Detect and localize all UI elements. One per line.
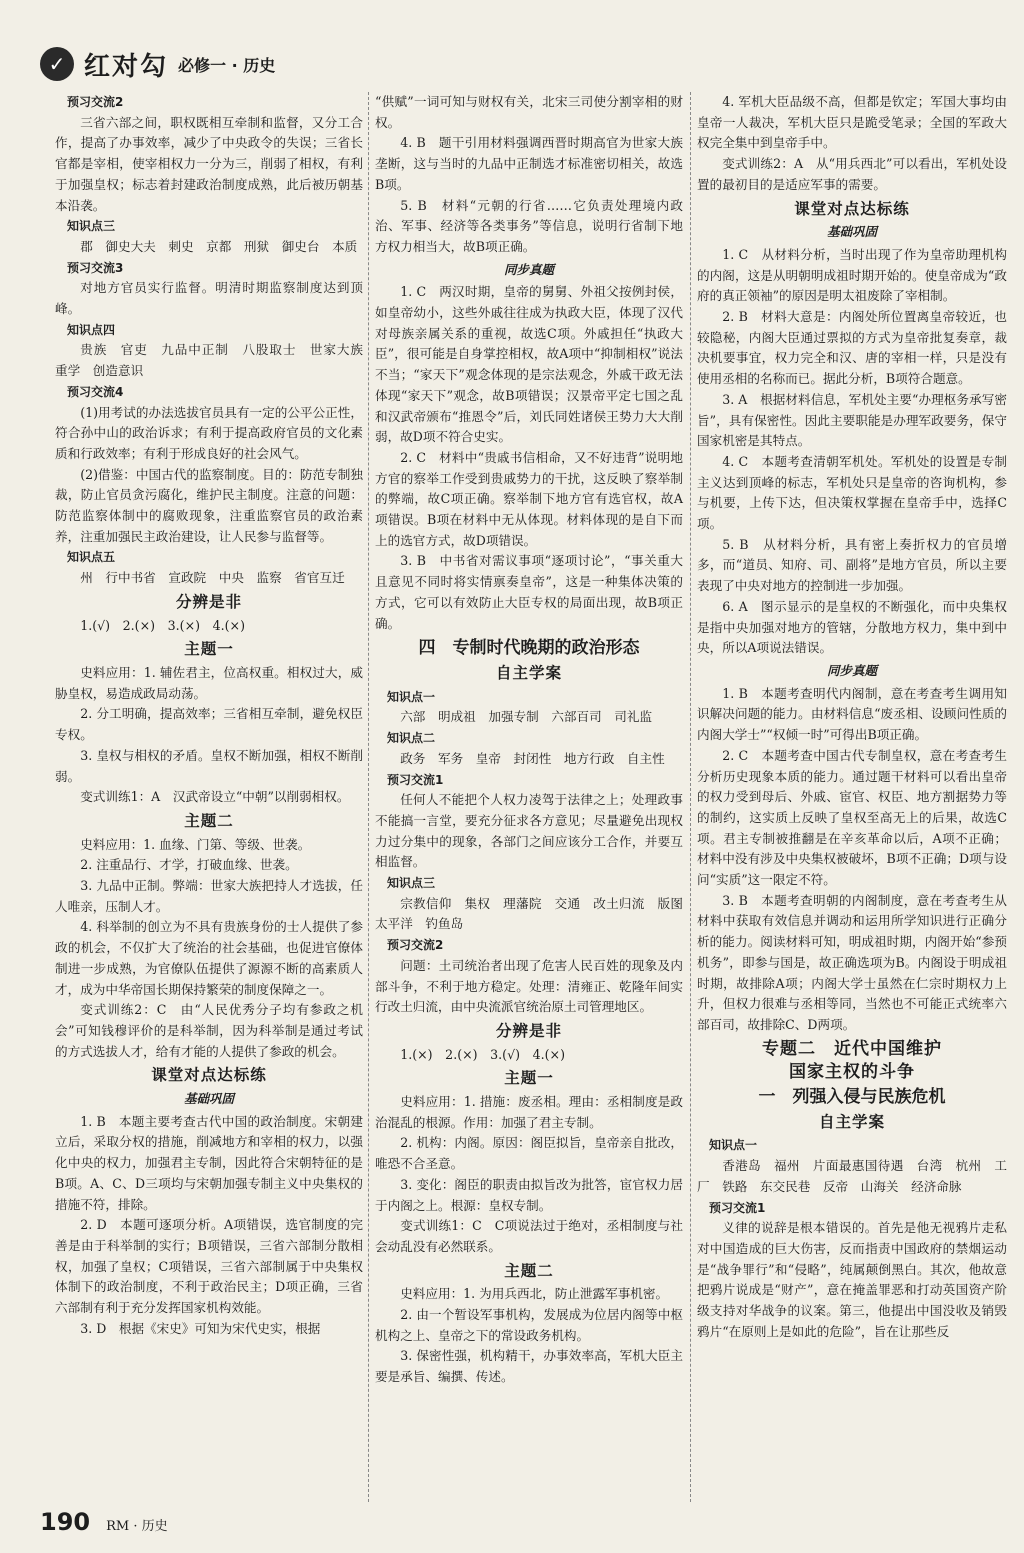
paragraph: 史料应用：1. 血缘、门第、等级、世袭。 — [80, 836, 311, 852]
paragraph: 2. 由一个暂设军事机构，发展成为位居内阁等中枢机构之上、皇帝之下的常设政务机构。 — [375, 1307, 683, 1343]
section-heading: 主题二 — [504, 1261, 554, 1280]
section-label: 预习交流2 — [387, 938, 444, 953]
section-label: 预习交流1 — [709, 1200, 766, 1215]
check-icon: ✓ — [40, 47, 74, 81]
paragraph: (2)借鉴：中国古代的监察制度。目的：防范专制独裁，防止官员贪污腐化，维护民主制度。注意的问题：防范监察体制中的腐败现象，注重监察官员的政治素养，注重加强民主政治建设，让人民参与监督等。 — [55, 466, 363, 544]
section-heading: 分辨是非 — [175, 592, 242, 611]
chapter-title: 四 专制时代晚期的政治形态 — [418, 638, 640, 659]
section-label: 预习交流1 — [387, 772, 444, 787]
paragraph: 宗教信仰 集权 理藩院 交通 改土归流 版图 太平洋 钓鱼岛 — [375, 895, 696, 932]
paragraph: 州 行中书省 宣政院 中央 监察 省官互迁 — [80, 570, 345, 586]
section-label: 知识点五 — [67, 550, 116, 565]
column-divider — [690, 92, 691, 1502]
brand-logo-text: 红对勾 — [84, 51, 169, 82]
column-left — [55, 92, 376, 1502]
paragraph: 4. B 题干引用材料强调西晋时期高官为世家大族垄断，这与当时的九品中正制选才标准密切相关，故选B项。 — [375, 135, 683, 192]
section-label: 预习交流3 — [67, 260, 124, 275]
paragraph: 3. 变化：阁臣的职责由拟旨改为批答，宦官权力居于内阁之上。根源：皇权专制。 — [375, 1176, 683, 1213]
page-footer — [40, 1508, 168, 1536]
paragraph: 三省六部之间，职权既相互牵制和监督，又分工合作，提高了办事效率，减少了中央政令的失误；三省长官都是宰相，使宰相权力一分为三，削弱了相权，有利于加强皇权；标志着封建政治制度成熟，此后被历朝基本沿袭。 — [55, 114, 363, 213]
paragraph: 史料应用：1. 辅佐君主，位高权重。相权过大，威胁皇权，易造成政局动荡。 — [55, 664, 363, 701]
section-heading: 主题二 — [184, 811, 234, 830]
section-heading: 自主学案 — [495, 663, 562, 682]
paragraph: 2. B 材料大意是：内阁处所位置离皇帝较近，也较隐秘，内阁大臣通过票拟的方式为皇帝批复奏章，裁决机要事宜，权力完全和汉、唐的宰相一样，只是没有使用丞相的名称而已。据此分析，B项符合题意。 — [697, 309, 1007, 387]
paragraph: 任何人不能把个人权力凌驾于法律之上；处理政事不能搞一言堂，要充分征求各方意见；尽量避免出现权力过分集中的现象，各部门之间应该分工合作，并要互相监督。 — [375, 792, 683, 870]
column-right — [697, 92, 1007, 1502]
sub-heading: 基础巩固 — [826, 224, 877, 240]
sub-heading: 基础巩固 — [183, 1091, 234, 1107]
paragraph: 香港岛 福州 片面最惠国待遇 台湾 杭州 工厂 铁路 东交民巷 反帝 山海关 经济命脉 — [697, 1158, 1007, 1194]
sub-heading: 同步真题 — [826, 662, 877, 678]
footer-label: RM · 历史 — [106, 1519, 168, 1534]
paragraph: 贵族 官吏 九品中正制 八股取士 世家大族 重学 创造意识 — [55, 342, 376, 379]
page-header — [40, 44, 275, 84]
chapter-title: 一 列强入侵与民族危机 — [758, 1087, 946, 1108]
answer-line: 1.(×) 2.(×) 3.(√) 4.(×) — [400, 1046, 566, 1062]
paragraph: 5. B 从材料分析，具有密上奏折权力的官员增多，而“道员、知府、司、副将”是地方官员，所以主要表现了中央对地方的控制进一步加强。 — [697, 536, 1007, 594]
paragraph: 3. B 本题考查明朝的内阁制度，意在考查考生从材料中获取有效信息并调动和运用所学知识进行正确分析的能力。阅读材料可知，明成祖时期，内阁开始“参预机务”，即参与国是，故正确选项为B。内阁设于明成祖时期，故排除A项；内阁大学士虽然在仁宗时期权力上升，但权力很难与丞相等同，当然也不可能正式统率六部百司，故排除C、D两项。 — [697, 892, 1007, 1032]
paragraph: 4. 军机大臣品级不高，但都是钦定；军国大事均由皇帝一人裁决，军机大臣只是跪受笔录；全国的军政大权完全集中到皇帝手中。 — [697, 94, 1007, 151]
section-label: 知识点三 — [387, 876, 436, 891]
section-heading: 分辨是非 — [495, 1021, 562, 1040]
paragraph: (1)用考试的办法选拔官员具有一定的公平公正性，符合孙中山的政治诉求；有利于提高政府官员的文化素质和行政效率；有利于形成良好的社会风气。 — [55, 404, 363, 461]
section-label: 预习交流2 — [67, 95, 124, 109]
paragraph: 郡 御史大夫 刺史 京都 刑狱 御史台 本质 — [80, 238, 358, 254]
paragraph: 问题：土司统治者出现了危害人民百姓的现象及内部斗争，不利于地方稳定。处理：清雍正、乾隆年间实行改土归流，由中央流派官统治原土司管理地区。 — [375, 957, 683, 1015]
paragraph: 2. D 本题可逐项分析。A项错误，选官制度的完善是由于科举制的实行；B项错误，三省六部制分散相权，加强了皇权；C项错误，三省六部制属于中央集权体制下的政治制度，不利于政治民主；D项正确，三省六部制有利于充分发挥国家机构效能。 — [55, 1217, 363, 1316]
unit-title: 专题二 近代中国维护 — [762, 1038, 942, 1059]
section-heading: 课堂对点达标练 — [151, 1066, 267, 1085]
book-subject: 必修一 · 历史 — [178, 55, 276, 75]
paragraph: 变式训练2：A 从“用兵西北”可以看出，军机处设置的最初目的是适应军事的需要。 — [697, 156, 1007, 192]
page-number: 190 — [40, 1508, 91, 1536]
section-label: 知识点二 — [387, 731, 436, 746]
section-heading: 自主学案 — [818, 1112, 885, 1131]
paragraph: 3. A 根据材料信息，军机处主要“办理枢务承写密旨”，具有保密性。因此主要职能是办理军政要务，保守国家机密是其特点。 — [697, 391, 1007, 449]
column-middle — [375, 92, 696, 1502]
section-heading: 课堂对点达标练 — [794, 199, 910, 218]
paragraph: 4. 科举制的创立为不具有贵族身份的士人提供了参政的机会，不仅扩大了统治的社会基础，也促进官僚体制进一步成熟，为官僚队伍提供了源源不断的高素质人才，成为中华帝国长期保持繁荣的制度保障之一。 — [55, 919, 363, 997]
paragraph: 史料应用：1. 为用兵西北，防止泄露军事机密。 — [400, 1286, 669, 1302]
paragraph: 史料应用：1. 措施：废丞相。理由：丞相制度是政治混乱的根源。作用：加强了君主专制。 — [375, 1094, 683, 1130]
paragraph: 变式训练1：A 汉武帝设立“中朝”以削弱相权。 — [80, 789, 350, 805]
paragraph: 3. B 中书省对需议事项“逐项讨论”，“事关重大且意见不同时将实情禀奏皇帝”，这是一种集体决策的方式，它可以有效防止大臣专权的局面出现，故B项正确。 — [375, 553, 683, 631]
section-heading: 主题一 — [504, 1069, 554, 1088]
column-divider — [368, 92, 369, 1502]
paragraph: 3. 九品中正制。弊端：世家大族把持人才选拔，任人唯亲，压制人才。 — [55, 878, 363, 914]
section-label: 知识点一 — [387, 689, 436, 704]
answer-line: 1.(√) 2.(×) 3.(×) 4.(×) — [80, 617, 246, 633]
paragraph: 4. C 本题考查清朝军机处。军机处的设置是专制主义达到顶峰的标志，军机处只是皇帝的咨询机构，参与机要，上传下达，但决策权掌握在皇帝手中，选择C项。 — [697, 453, 1007, 532]
paragraph: 2. C 材料中“贵戚书信相命，又不好违背”说明地方官的察举工作受到贵戚势力的干扰，这反映了察举制的弊端，故C项正确。察举制下地方官有选官权，故A项错误。B项在材料中无从体现。材料体现的是自下而上的选官方式，故D项错误。 — [375, 449, 683, 548]
section-label: 预习交流4 — [67, 384, 124, 399]
paragraph: 2. 注重品行、才学，打破血缘、世袭。 — [80, 857, 298, 873]
paragraph: “供赋”一词可知与财权有关，北宋三司使分割宰相的财权。 — [375, 94, 683, 130]
paragraph: 对地方官员实行监督。明清时期监察制度达到顶峰。 — [55, 280, 363, 317]
paragraph: 2. C 本题考查中国古代专制皇权，意在考查考生分析历史现象本质的能力。通过题干材料可以看出皇帝的权力受到母后、外戚、宦官、权臣、地方割据势力等的制约，这实质上反映了皇权至高无上的后果，故选C项。君主专制被推翻是在辛亥革命以后，A项不正确；材料中没有涉及中央集权被破坏，B项不正确；D项与设问“实质”这一限定不符。 — [697, 747, 1007, 888]
paragraph: 6. A 图示显示的是皇权的不断强化，而中央集权是指中央加强对地方的管辖，分散地方权力，集中到中央，所以A项说法错误。 — [697, 598, 1007, 656]
paragraph: 六部 明成祖 加强专制 六部百司 司礼监 — [400, 709, 653, 725]
paragraph: 1. C 从材料分析，当时出现了作为皇帝助理机构的内阁，这是从明朝明成祖时期开始的。使皇帝成为“政府的真正领袖”的原因是明太祖废除了宰相制。 — [697, 246, 1007, 304]
sub-heading: 同步真题 — [503, 261, 554, 277]
unit-title: 国家主权的斗争 — [789, 1062, 915, 1083]
paragraph: 政务 军务 皇帝 封闭性 地方行政 自主性 — [400, 750, 665, 766]
paragraph: 3. 保密性强，机构精干，办事效率高，军机大臣主要是承旨、编撰、传述。 — [375, 1348, 683, 1385]
paragraph: 变式训练2：C 由“人民优秀分子均有参政之机会”可知钱穆评价的是科举制，因为科举制是通过考试的方式选拔人才，给有才能的人提供了参政的机会。 — [55, 1002, 363, 1059]
paragraph: 1. B 本题主要考查古代中国的政治制度。宋朝建立后，采取分权的措施，削减地方和宰相的权力，以强化中央的权力，加强君主专制，因此符合宋朝特征的是B项。A、C、D三项均与宋朝加强专制主义中央集权的措施不符，排除。 — [55, 1113, 363, 1212]
section-label: 知识点四 — [67, 322, 116, 337]
paragraph: 2. 机构：内阁。原因：阁臣拟旨，皇帝亲自批改，唯恐不合圣意。 — [375, 1135, 683, 1172]
section-label: 知识点一 — [709, 1138, 758, 1153]
section-heading: 主题一 — [184, 640, 234, 659]
paragraph: 义律的说辞是根本错误的。首先是他无视鸦片走私对中国造成的巨大伤害，反而指责中国政府的禁烟运动是“战争罪行”和“侵略”，纯属颠倒黑白。其次，他故意把鸦片说成是“财产”，意在掩盖罪恶和打动英国资产阶级支持对华战争的议案。第三，他提出中国没收及销毁鸦片“在原则上是如此的危险”，旨在让那些反 — [697, 1220, 1007, 1339]
paragraph: 1. C 两汉时期，皇帝的舅舅、外祖父按例封侯，如皇帝幼小，这些外戚往往成为执政大臣，体现了汉代对母族亲属关系的重视，故选C项。外戚担任“执政大臣”，很可能是自身掌控相权，故A项中“抑制相权”说法不当；“家天下”观念体现的是宗法观念，外戚干政无法体现“家天下”观念，故B项错误；汉景帝平定七国之乱和汉武帝颁布“推恩令”后，刘氏同姓诸侯王势力大大削弱，故D项不符合史实。 — [375, 284, 683, 445]
paragraph: 3. 皇权与相权的矛盾。皇权不断加强，相权不断削弱。 — [55, 747, 363, 784]
section-label: 知识点三 — [67, 219, 116, 234]
paragraph: 1. B 本题考查明代内阁制，意在考查考生调用知识解决问题的能力。由材料信息“废丞相、设顾问性质的内阁大学士”“权倾一时”可得出B项正确。 — [697, 685, 1007, 743]
paragraph: 3. D 根据《宋史》可知为宋代史实，根据 — [80, 1320, 321, 1336]
paragraph: 变式训练1：C C项说法过于绝对，丞相制度与社会动乱没有必然联系。 — [375, 1218, 683, 1254]
paragraph: 5. B 材料“元朝的行省……它负责处理境内政治、军事、经济等各类事务”等信息，说明行省制下地方权力相当大，故B项正确。 — [375, 197, 683, 254]
paragraph: 2. 分工明确，提高效率；三省相互牵制，避免权臣专权。 — [55, 706, 363, 743]
